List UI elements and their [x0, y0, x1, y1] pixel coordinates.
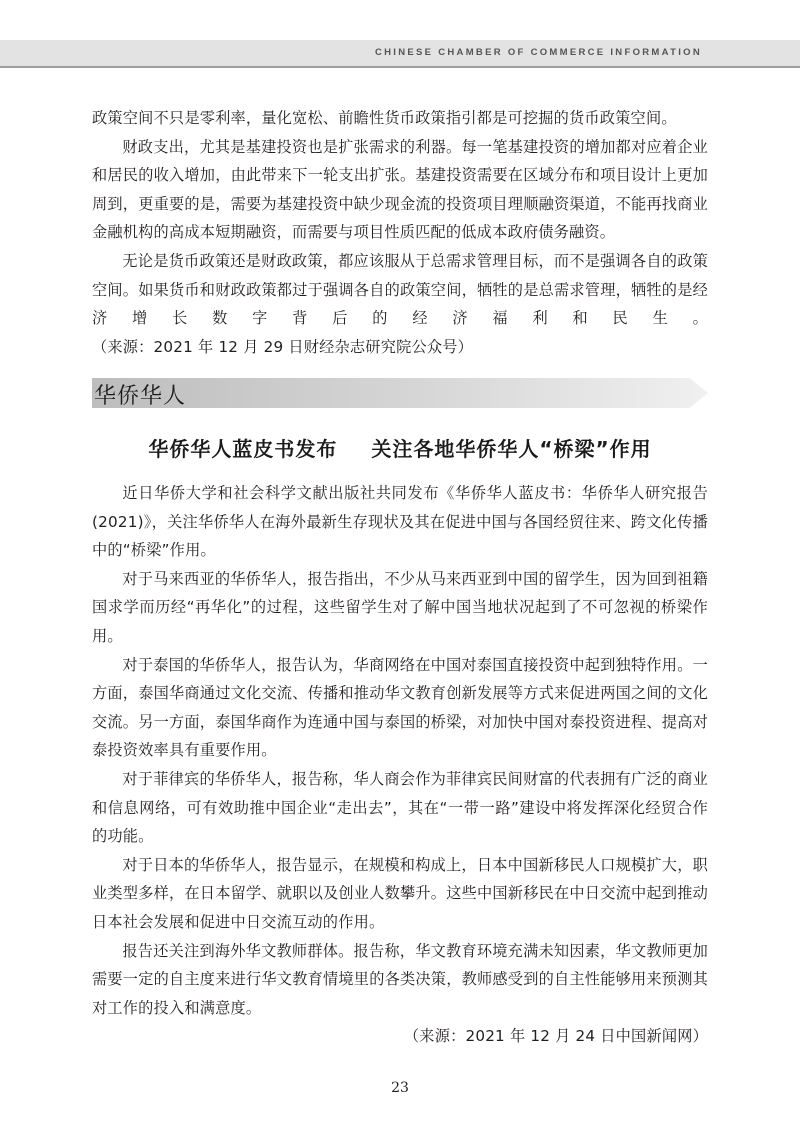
article-title-part1: 华侨华人蓝皮书发布 [148, 437, 338, 461]
paragraph: 对于日本的华侨华人，报告显示，在规模和构成上，日本中国新移民人口规模扩大，职业类型多样，在日本留学、就职以及创业人数攀升。这些中国新移民在中日交流中起到推动日本社会发展和促进中日交流互动的作用。 [92, 855, 708, 931]
section-label: 华侨华人 [94, 384, 187, 409]
source-citation: （来源：2021 年 12 月 24 日中国新闻网） [403, 1027, 708, 1046]
top-article-body [92, 104, 708, 361]
header-divider [0, 66, 800, 68]
article-title [92, 433, 708, 462]
source-citation: （来源：2021 年 12 月 29 日财经杂志研究院公众号） [92, 337, 474, 356]
paragraph: 财政支出，尤其是基建投资也是扩张需求的利器。每一笔基建投资的增加都对应着企业和居民的收入增加，由此带来下一轮支出扩张。基建投资需要在区域分布和项目设计上更加周到，更重要的是，需要为基建投资中缺少现金流的投资项目理顺融资渠道，不能再找商业金融机构的高成本短期融资，而需要与项目性质匹配的低成本政府债务融资。 [92, 137, 708, 242]
paragraph: 对于菲律宾的华侨华人，报告称，华人商会作为菲律宾民间财富的代表拥有广泛的商业和信息网络，可有效助推中国企业“走出去”，其在“一带一路”建设中将发挥深化经贸合作的功能。 [92, 769, 708, 846]
paragraph [92, 247, 708, 361]
paragraph-text: 无论是货币政策还是财政政策，都应该服从于总需求管理目标，而不是强调各自的政策空间。如果货币和财政政策都过于强调各自的政策空间，牺牲的是总需求管理，牺牲的是经济增长数字背后的经济福利和民生。 [92, 251, 708, 328]
page-number: 23 [391, 1080, 409, 1096]
section-header [92, 378, 708, 408]
paragraph: 对于马来西亚的华侨华人，报告指出，不少从马来西亚到中国的留学生，因为回到祖籍国求学而历经“再华化”的过程，这些留学生对了解中国当地状况起到了不可忽视的桥梁作用。 [92, 569, 708, 645]
article-body [92, 479, 708, 1051]
article-title-part2: 关注各地华侨华人“桥梁”作用 [371, 437, 652, 461]
paragraph: 政策空间不只是零利率，量化宽松、前瞻性货币政策指引都是可挖掘的货币政策空间。 [92, 109, 677, 127]
paragraph: 报告还关注到海外华文教师群体。报告称，华文教育环境充满未知因素，华文教师更加需要一定的自主度来进行华文教育情境里的各类决策，教师感受到的自主性能够用来预测其对工作的投入和满意度。 [92, 941, 708, 1017]
publication-header: CHINESE CHAMBER OF COMMERCE INFORMATION [374, 47, 702, 58]
paragraph: 近日华侨大学和社会科学文献出版社共同发布《华侨华人蓝皮书：华侨华人研究报告(2021)》，关注华侨华人在海外最新生存现状及其在促进中国与各国经贸往来、跨文化传播中的“桥梁”作用。 [92, 484, 708, 560]
paragraph: 对于泰国的华侨华人，报告认为，华商网络在中国对泰国直接投资中起到独特作用。一方面，泰国华商通过文化交流、传播和推动华文教育创新发展等方式来促进两国之间的文化交流。另一方面，泰国华商作为连通中国与泰国的桥梁，对加快中国对泰投资进程、提高对泰投资效率具有重要作用。 [92, 655, 708, 760]
